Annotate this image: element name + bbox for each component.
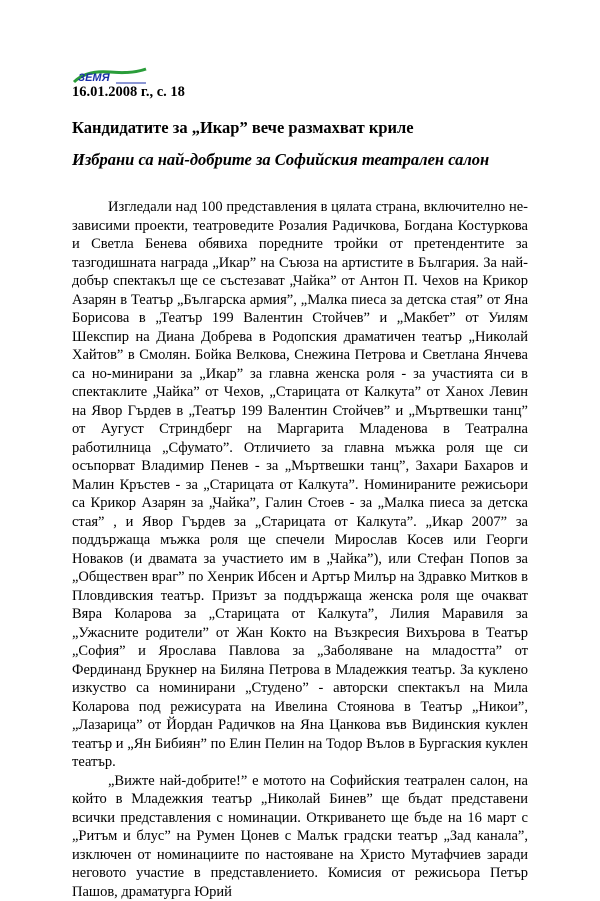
logo-text: ЗЕМЯ: [78, 72, 111, 84]
date-page: 16.01.2008 г., с. 18: [72, 84, 185, 101]
paragraph: „Вижте най-добрите!” е мотото на Софийския театрален салон, на който в Младежкия театър „Николай Бинев” ще бъдат представени всички представления с номинации. Откриването ще бъде на 16 март с „Ритъм и блус” на Румен Цонев с Малък градски театър „Зад канала”, изключен от номинациите по настояване на Христо Мутафчиев заради неговото участие в представлението. Комисия от режисьора Петър Пашов, драматурга Юрий: [72, 772, 528, 901]
paragraph: Изгледали над 100 представления в цялата страна, включително не-зависими проекти, театроведите Розалия Радичкова, Богдана Костуркова и Светла Бенева обявиха поредните тройки от претендентите за тазгодишната награда „Икар” на Съюза на артистите в България. За най-добър спектакъл ще се състезават „Чайка” от Антон П. Чехов на Крикор Азарян в Театър „Българска армия”, „Малка пиеса за детска стая” от Яна Борисова в „Театър 199 Валентин Стойчев” и „Макбет” от Уилям Шекспир на Диана Добрева в Родопския драматичен театър „Николай Хайтов” в Смолян. Бойка Велкова, Снежина Петрова и Светлана Янчева са но-минирани за „Икар” за главна женска роля - за участията си в спектаклите „Чайка” от Чехов, „Старицата от Калкута” от Ханох Левин на Явор Гърдев в „Театър 199 Валентин Стойчев” и „Мъртвешки танц” от Аугуст Стриндберг на Маргарита Младенова в Театрална работилница „Сфумато”. Отличието за главна мъжка роля ще си осъпорват Владимир Пенев - за „Мъртвешки танц”, Захари Бахаров и Малин Кръстев - за „Старицата от Калкута”. Номинираните режисьори са Крикор Азарян за „Чайка”, Галин Стоев - за „Малка пиеса за детска стая” , и Явор Гърдев за „Старицата от Калкута”. „Икар 2007” за поддържаща мъжка роля ще спечели Мирослав Косев или Георги Новаков (и двамата за участието им в „Чайка”), или Стефан Попов за „Обществен враг” по Хенрик Ибсен и Артър Милър на Здравко Митков в Пловдивския театър. Призът за поддържаща женска роля ще очакват Вяра Коларова за „Старицата от Калкута”, Лилия Маравиля за „Ужасните родители” от Жан Кокто на Възкресия Вихърова в Театър „София” и Ярослава Павлова за „Заболяване на младостта” от Фердинанд Брукнер на Биляна Петрова в Младежкия театър. За куклено изкуство са номинирани „Студено” - авторски спектакъл на Мила Коларова под режисурата на Ивелина Стоянова в Театър „Никои”, „Лазарица” от Йордан Радичков на Яна Цанкова във Видинския куклен театър и „Ян Бибиян” по Елин Пелин на Тодор Вълов в Бургаския куклен театър.: [72, 198, 528, 772]
article-subtitle: Избрани са най-добрите за Софийския театрален салон: [72, 150, 489, 170]
article-body: [72, 198, 528, 901]
article-title: Кандидатите за „Икар” вече размахват криле: [72, 118, 414, 138]
